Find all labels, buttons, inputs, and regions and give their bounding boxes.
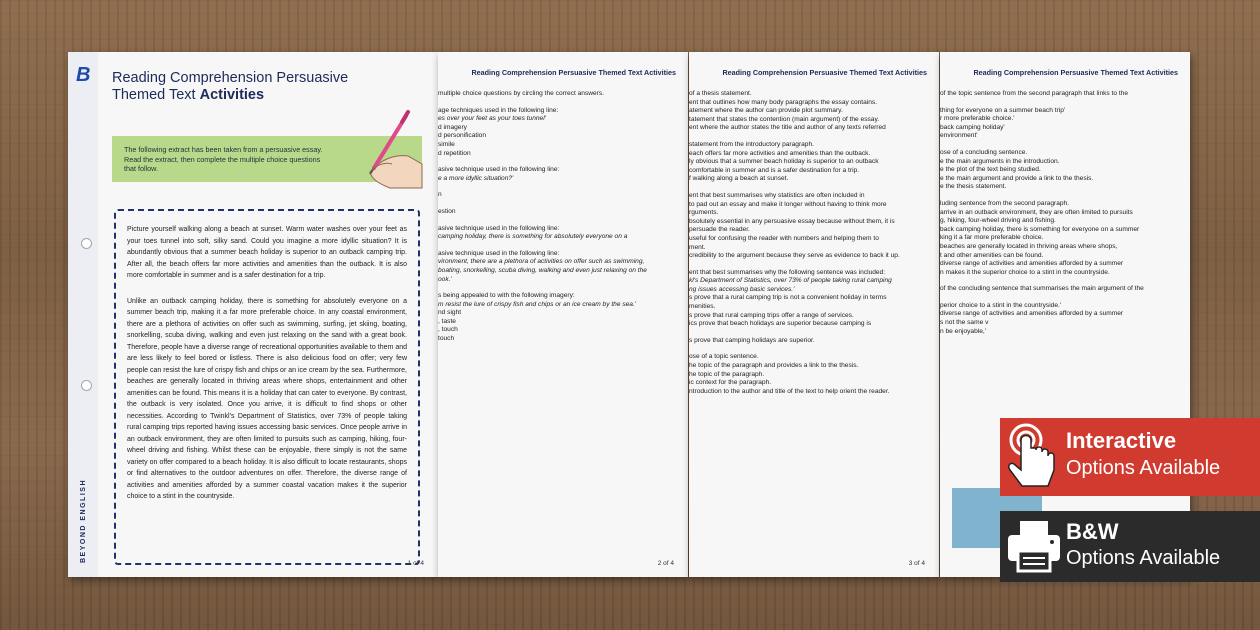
question-line: es over your feet as your toes tunnel': [438, 115, 546, 123]
question-line: comfortable in summer and is a safer destination for a trip.: [689, 166, 860, 174]
question-line: arrive in an outback environment, they are often limited to pursuits: [940, 208, 1133, 216]
question-line: asive technique used in the following line:: [438, 249, 560, 257]
question-line: estion: [438, 207, 456, 215]
question-line: s prove that camping holidays are superior.: [689, 336, 815, 344]
page-header: Reading Comprehension Persuasive Themed Text Activities: [722, 68, 927, 77]
question-line: useful for confusing the reader with numbers and helping them to: [689, 234, 879, 242]
question-line: he topic of the paragraph and provides a link to the thesis.: [689, 362, 859, 370]
bw-options-badge: [1000, 511, 1260, 582]
beyond-logo: B: [76, 64, 91, 86]
question-line: ent where the author states the title and author of any texts referred: [689, 124, 886, 132]
question-line: of a thesis statement.: [689, 90, 752, 97]
question-line: e a more idyllic situation?': [438, 174, 514, 182]
question-line: , taste: [438, 317, 456, 325]
extract-box: [114, 209, 420, 565]
brand-label: BEYOND ENGLISH: [80, 478, 87, 563]
question-line: touch: [438, 335, 455, 343]
worksheet-page-1: [68, 52, 438, 577]
question-line: multiple choice questions by circling the correct answers.: [438, 90, 605, 97]
question-line: ent that best summarises why statistics are often included in: [689, 191, 865, 199]
question-line: e the plot of the text being studied.: [940, 166, 1041, 174]
bw-subtitle: Options Available: [1066, 547, 1221, 569]
question-line: ment.: [689, 243, 706, 251]
question-line: each offers far more activities and amenities than the outback.: [689, 149, 871, 157]
question-line: f walking along a beach at sunset.: [689, 175, 789, 183]
question-line: environment': [940, 132, 978, 140]
question-line: luding sentence from the second paragraph.: [940, 199, 1070, 207]
instruction-text: The following extract has been taken from a persuasive essay. Read the extract, then complete the multiple choice questions that follow.: [124, 145, 323, 173]
extract-paragraph-2: Unlike an outback camping holiday, there is something for absolutely everyone on a summer beach trip, making it a far more preferable choice. In any coastal environment, there are a plethora of activities on offer such as swimming, surfing, jet skiing, boating, snorkelling, scuba diving, walking and even just relaxing on the sand with a great book. Therefore, people have a diverse range of recreational opportunities available to them and are less likely to feel bored or listless. There is also delicious food on offer; very few people can resist the lure of crispy fish and chips or an ice cream by the sea. Furthermore, beaches are generally located in thriving areas where shops, entertainment and other amenities can be found. This means it is a holiday that can cater to everyone. By contrast, the outback is very isolated. Once you arrive, it is difficult to find shops or other necessities. According to Twinkl's Department of Statistics, over 73% of people taking rural camping trips reported having issues accessing basic services. Once people arrive in an outback environment, they are often limited to pursuits such as camping, hiking, four-wheel driving and fishing. Whilst these can be enjoyable, there simply is not the same variety on offer compared to a beach holiday. It is also difficult to locate restaurants, shops or find alternatives to the outdoor adventures on offer. Therefore, the diverse range of activities and amenities afforded by a summer coastal vacation makes it the superior choice to a stint in the countryside.: [127, 297, 407, 500]
question-line: vironment, there are a plethora of activities on offer such as swimming,: [438, 258, 645, 266]
question-line: g, hiking, four-wheel driving and fishing.: [940, 217, 1056, 225]
question-line: back camping holiday': [940, 123, 1005, 131]
page-title: [112, 70, 348, 104]
question-line: ose of a concluding sentence.: [940, 148, 1028, 156]
question-line: m resist the lure of crispy fish and chips or an ice cream by the sea.': [438, 300, 637, 308]
question-line: he topic of the paragraph.: [689, 370, 765, 378]
page-header: Reading Comprehension Persuasive Themed Text Activities: [471, 68, 676, 77]
question-line: d personification: [438, 132, 487, 140]
question-line: e the thesis statement.: [940, 183, 1007, 191]
question-line: diverse range of activities and amenities afforded by a summer: [940, 310, 1124, 318]
question-line: of the topic sentence from the second paragraph that links to the: [940, 90, 1129, 97]
question-line: s prove that a rural camping trip is not a convenient holiday in terms: [689, 294, 887, 302]
interactive-title: Interactive: [1066, 428, 1177, 453]
bw-title: B&W: [1066, 519, 1119, 544]
touch-hand-icon: [1004, 422, 1062, 494]
question-line: beaches are generally located in thriving areas where shops,: [940, 242, 1118, 250]
question-line: ic context for the paragraph.: [689, 379, 772, 387]
question-line: statement from the introductory paragraph.: [689, 140, 814, 148]
question-line: r more preferable choice.': [940, 115, 1015, 123]
question-line: kl's Department of Statistics, over 73% of people taking rural camping: [689, 277, 892, 285]
question-line: ntroduction to the author and title of the text to help orient the reader.: [689, 387, 890, 395]
question-line: ics prove that beach holidays are superior because camping is: [689, 320, 872, 328]
question-line: s prove that rural camping trips offer a range of services.: [689, 311, 854, 319]
question-line: asive technique used in the following line:: [438, 224, 560, 232]
question-line: of the concluding sentence that summarises the main argument of the: [940, 285, 1144, 293]
question-list: [438, 90, 678, 344]
question-line: ook.': [438, 275, 452, 283]
question-line: king it a far more preferable choice.: [940, 234, 1044, 242]
question-line: , touch: [438, 326, 458, 334]
page-number: 1 of 4: [407, 560, 424, 567]
title-line-2-bold: Activities: [199, 87, 265, 103]
question-line: ng issues accessing basic services.': [689, 285, 795, 293]
question-line: asive technique used in the following line:: [438, 166, 560, 174]
question-line: atement where the author can provide plot summary.: [689, 107, 843, 115]
question-line: n: [438, 191, 442, 199]
question-line: ent that outlines how many body paragraphs the essay contains.: [689, 98, 878, 106]
question-line: camping holiday, there is something for absolutely everyone on a: [438, 233, 628, 241]
question-line: simile: [438, 140, 455, 148]
writing-hand-icon: [350, 110, 430, 190]
question-line: to pad out an essay and make it longer without having to think more: [689, 200, 887, 208]
extract-paragraph-1: Picture yourself walking along a beach at sunset. Warm water washes over your feet as your toes tunnel into soft, silky sand. Could you imagine a more idyllic situation? It is abundantly obvious that a summer beach holiday is superior to an outback camping trip. After all, the beach offers far more activities and amenities than the outback. It is also more comfortable in summer and is a safer destination for a trip.: [127, 226, 407, 279]
question-line: n be enjoyable,': [940, 327, 986, 335]
question-line: boating, snorkelling, scuba diving, walking and even just relaxing on the: [438, 266, 647, 274]
question-line: bsolutely essential in any persuasive essay because without them, it is: [689, 217, 895, 225]
question-line: age techniques used in the following line:: [438, 106, 559, 114]
question-line: ose of a topic sentence.: [689, 353, 759, 361]
worksheet-page-2: [438, 52, 688, 577]
question-line: t and other amenities can be found.: [940, 251, 1044, 259]
title-line-1: Reading Comprehension Persuasive: [112, 70, 349, 86]
question-line: menities.: [689, 303, 716, 311]
punch-hole: [81, 380, 92, 391]
question-line: d repetition: [438, 149, 471, 157]
question-list: [689, 90, 929, 396]
question-line: d imagery: [438, 123, 467, 131]
page-number: 2 of 4: [657, 560, 674, 567]
question-line: nd sight: [438, 309, 462, 317]
printer-icon: [1004, 515, 1064, 577]
question-line: e the main arguments in the introduction.: [940, 157, 1060, 165]
interactive-options-badge: [1000, 418, 1260, 496]
question-line: perior choice to a stint in the countryside.': [940, 301, 1062, 309]
question-line: persuade the reader.: [689, 226, 750, 234]
question-line: rguments.: [689, 209, 719, 217]
question-line: credibility to the argument because they serve as evidence to back it up.: [689, 252, 900, 260]
question-line: e the main argument and provide a link to the thesis.: [940, 174, 1094, 182]
question-line: ent that best summarises why the following sentence was included:: [689, 268, 886, 276]
page-number: 3 of 4: [908, 560, 925, 567]
punch-hole: [81, 238, 92, 249]
question-line: tatement that states the contention (main argument) of the essay.: [689, 115, 880, 123]
question-line: s being appealed to with the following imagery:: [438, 292, 575, 300]
question-line: ly obvious that a summer beach holiday is superior to an outback: [689, 158, 879, 166]
question-list: [940, 90, 1180, 336]
worksheet-page-3: [689, 52, 939, 577]
title-line-2-prefix: Themed Text: [112, 87, 200, 103]
question-line: diverse range of activities and amenities afforded by a summer: [940, 260, 1124, 268]
question-line: n makes it the superior choice to a stint in the countryside.: [940, 268, 1110, 276]
question-line: s not the same v: [940, 319, 989, 327]
interactive-subtitle: Options Available: [1066, 457, 1221, 479]
page-header: Reading Comprehension Persuasive Themed Text Activities: [973, 68, 1178, 77]
question-line: back camping holiday, there is something for everyone on a summer: [940, 225, 1140, 233]
question-line: thing for everyone on a summer beach trip': [940, 106, 1066, 114]
